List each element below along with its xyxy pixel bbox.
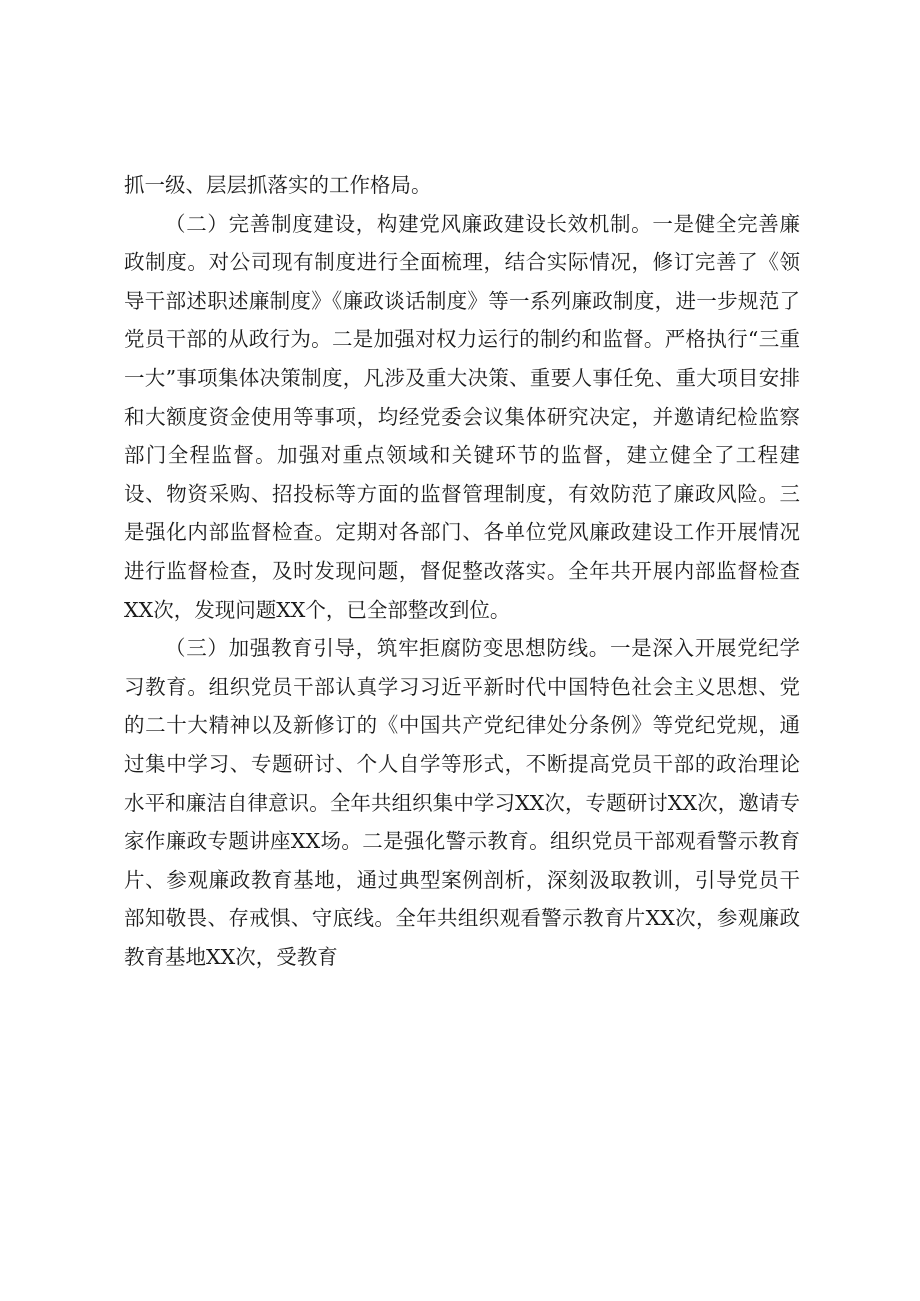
paragraph-continuation: 抓一级、层层抓落实的工作格局。 <box>124 173 432 197</box>
paragraph-section-2: （二）完善制度建设，构建党风廉政建设长效机制。一是健全完善廉政制度。对公司现有制度进行全面梳理，结合实际情况，修订完善了《领导干部述职述廉制度》《廉政谈话制度》等一系列廉政制度，进一步规范了党员干部的从政行为。二是加强对权力运行的制约和监督。严格执行“三重一大”事项集体决策制度，凡涉及重大决策、重要人事任免、重大项目安排和大额度资金使用等事项，均经党委会议集体研究决定，并邀请纪检监察部门全程监督。加强对重点领域和关键环节的监督，建立健全了工程建设、物资采购、招投标等方面的监督管理制度，有效防范了廉政风险。三是强化内部监督检查。定期对各部门、各单位党风廉政建设工作开展情况进行监督检查，及时发现问题，督促整改落实。全年共开展内部监督检查XX次，发现问题XX个，已全部整改到位。 <box>124 211 800 622</box>
paragraph-section-3: （三）加强教育引导，筑牢拒腐防变思想防线。一是深入开展党纪学习教育。组织党员干部认真学习习近平新时代中国特色社会主义思想、党的二十大精神以及新修订的《中国共产党纪律处分条例》等党纪党规，通过集中学习、专题研讨、个人自学等形式，不断提高党员干部的政治理论水平和廉洁自律意识。全年共组织集中学习XX次，专题研讨XX次，邀请专家作廉政专题讲座XX场。二是强化警示教育。组织党员干部观看警示教育片、参观廉政教育基地，通过典型案例剖析，深刻汲取教训，引导党员干部知敬畏、存戒惧、守底线。全年共组织观看警示教育片XX次，参观廉政教育基地XX次，受教育 <box>124 636 800 969</box>
document-body <box>124 166 800 976</box>
